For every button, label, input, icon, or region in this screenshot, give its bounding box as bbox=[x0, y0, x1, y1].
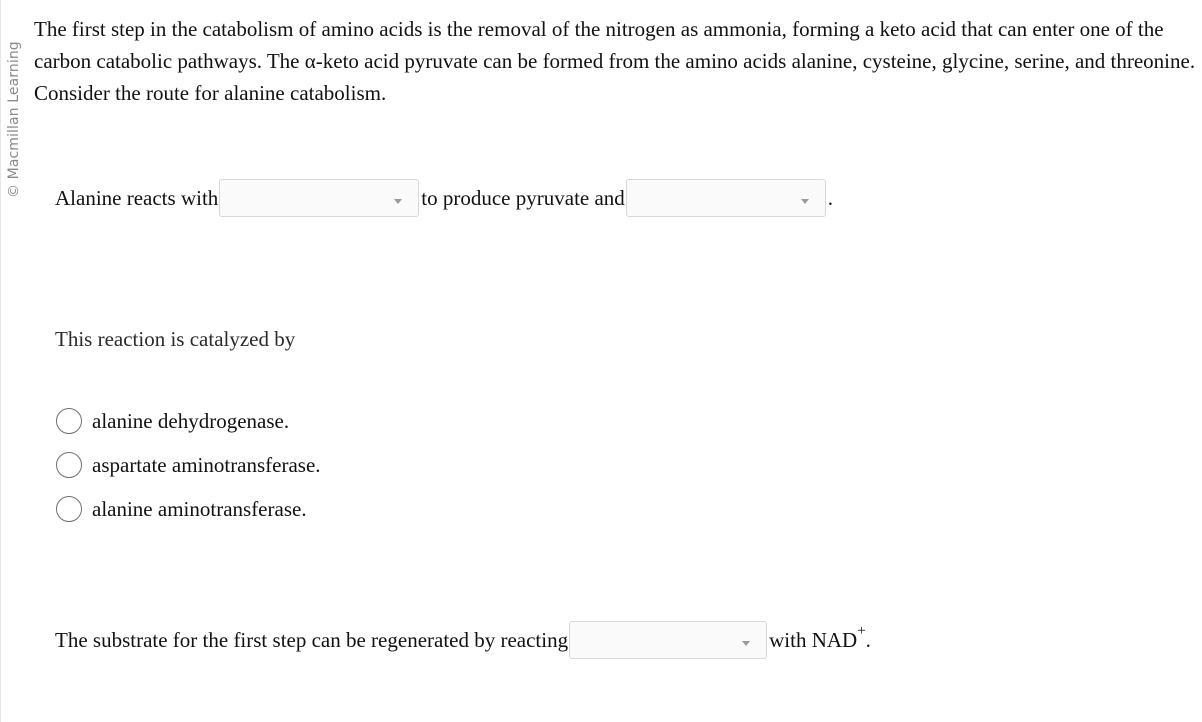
question3-period: . bbox=[865, 628, 871, 652]
radio-button-icon[interactable] bbox=[56, 408, 82, 434]
question-substrate-regeneration bbox=[55, 621, 871, 659]
question3-text-before: The substrate for the first step can be regenerated by reacting bbox=[55, 627, 569, 652]
question1-text-after: . bbox=[827, 185, 834, 210]
radio-option-label: alanine aminotransferase. bbox=[92, 496, 307, 521]
nad-text: with NAD bbox=[769, 628, 858, 652]
chevron-down-icon bbox=[801, 199, 809, 204]
reactant-dropdown[interactable] bbox=[219, 179, 419, 217]
question1-text-before: Alanine reacts with bbox=[55, 185, 219, 210]
copyright-watermark: © Macmillan Learning bbox=[6, 41, 22, 198]
radio-button-icon[interactable] bbox=[56, 452, 82, 478]
chevron-down-icon bbox=[742, 641, 750, 646]
product-dropdown[interactable] bbox=[626, 179, 826, 217]
catalyst-question-prompt: This reaction is catalyzed by bbox=[55, 327, 296, 351]
left-border bbox=[0, 0, 1, 722]
radio-option-alanine-dehydrogenase[interactable] bbox=[56, 399, 321, 443]
regeneration-dropdown[interactable] bbox=[569, 621, 767, 659]
intro-paragraph: The first step in the catabolism of amino acids is the removal of the nitrogen as ammonia, forming a keto acid that can enter one of the carbon catabolic pathways. The α-keto acid pyruvate can be formed from the amino acids alanine, cysteine, glycine, serine, and threonine. Consider the route for alanine catabolism. bbox=[34, 17, 1196, 105]
radio-option-label: aspartate aminotransferase. bbox=[92, 452, 321, 477]
catalyst-radio-group bbox=[56, 399, 321, 531]
chevron-down-icon bbox=[394, 199, 402, 204]
question3-text-after bbox=[769, 623, 871, 653]
question1-text-middle: to produce pyruvate and bbox=[421, 185, 625, 210]
radio-option-alanine-aminotransferase[interactable] bbox=[56, 487, 321, 531]
radio-button-icon[interactable] bbox=[56, 496, 82, 522]
radio-option-aspartate-aminotransferase[interactable] bbox=[56, 443, 321, 487]
radio-option-label: alanine dehydrogenase. bbox=[92, 408, 290, 433]
nad-superscript: + bbox=[857, 623, 866, 639]
question-alanine-reaction bbox=[55, 179, 833, 217]
